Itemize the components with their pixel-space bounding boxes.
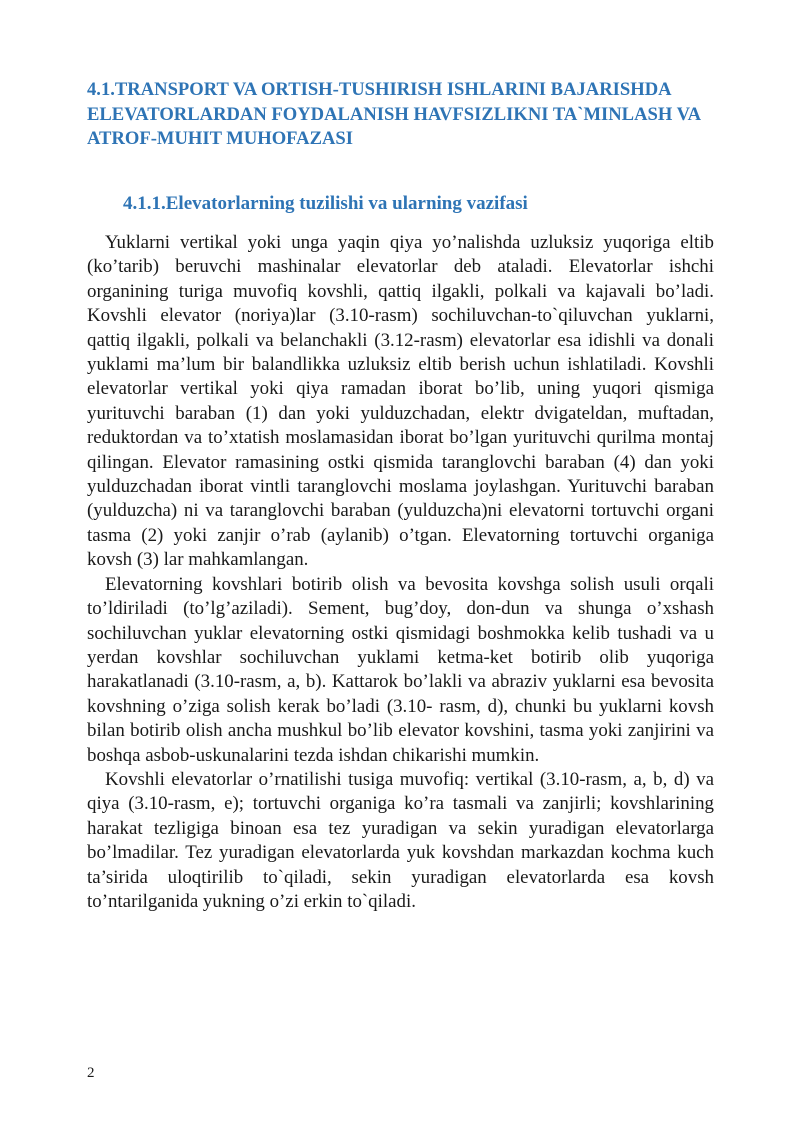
- page-number: 2: [87, 1065, 95, 1081]
- body-text: [87, 231, 714, 914]
- section-title: 4.1.TRANSPORT VA ORTISH-TUSHIRISH ISHLARINI BAJARISHDA ELEVATORLARDAN FOYDALANISH HAVFSIZLIKNI TA`MINLASH VA ATROF-MUHIT MUHOFAZASI: [87, 79, 701, 149]
- subsection-title: 4.1.1.Elevatorlarning tuzilishi va ularning vazifasi: [123, 193, 528, 214]
- paragraph-1: Yuklarni vertikal yoki unga yaqin qiya yo’nalishda uzluksiz yuqoriga eltib (ko’tarib) beruvchi mashinalar elevatorlar deb ataladi. Elevatorlar ishchi organining turiga muvofiq kovshli, qattiq ilgakli, polkali va kajavali bo’ladi. Kovshli elevator (noriya)lar (3.10-rasm) sochiluvchan-to`qiluvchan yuklarni, qattiq ilgakli, polkali va belanchakli (3.12-rasm) elevatorlar esa idishli va donali yuklami ma’lum bir balandlikka uzluksiz eltib berish uchun ishlatiladi. Kovshli elevatorlar vertikal yoki qiya ramadan iborat bo’lib, uning yuqori qismiga yurituvchi baraban (1) dan yoki yulduzchadan, elektr dvigateldan, muftadan, reduktordan va to’xtatish moslamasidan iborat bo’lgan yurituvchi qurilma montaj qilingan. Elevator ramasining ostki qismida taranglovchi baraban (4) dan yoki yulduzchadan iborat vintli taranglovchi moslama joylashgan. Yurituvchi baraban (yulduzcha) ni va taranglovchi baraban (yulduzcha)ni elevatorni tortuvchi organi tasma (2) yoki zanjir o’rab (aylanib) o’tgan. Elevatorning tortuvchi organiga kovsh (3) lar mahkamlangan.: [87, 232, 714, 571]
- paragraph-2: Elevatorning kovshlari botirib olish va bevosita kovshga solish usuli orqali to’ldiriladi (to’lg’aziladi). Sement, bug’doy, don-dun va shunga o’xshash sochiluvchan yuklar elevatorning ostki qismidagi boshmokka kelib tushadi va u yerdan kovshlar sochiluvchan yuklami ketma-ket botirib olib yuqoriga harakatlanadi (3.10-rasm, a, b). Kattarok bo’lakli va abraziv yuklarni esa bevosita kovshning o’ziga solish kerak bo’ladi (3.10- rasm, d), chunki bu yuklarni kovsh bilan botirib olish ancha mushkul bo’lib elevator kovshini, tasma yoki zanjirini va boshqa asbob-uskunalarini tezda ishdan chikarishi mumkin.: [87, 573, 714, 766]
- paragraph-3: Kovshli elevatorlar o’rnatilishi tusiga muvofiq: vertikal (3.10-rasm, a, b, d) va qiya (3.10-rasm, e); tortuvchi organiga ko’ra tasmali va zanjirli; kovshlarining harakat tezligiga binoan esa tez yuradigan va sekin yuradigan elevatorlarga bo’lmadilar. Tez yuradigan elevatorlarda yuk kovshdan markazdan kochma kuch ta’sirida uloqtirilib to`qiladi, sekin yuradigan elevatorlarda esa kovsh to’ntarilganida yukning o’zi erkin to`qiladi.: [87, 768, 714, 912]
